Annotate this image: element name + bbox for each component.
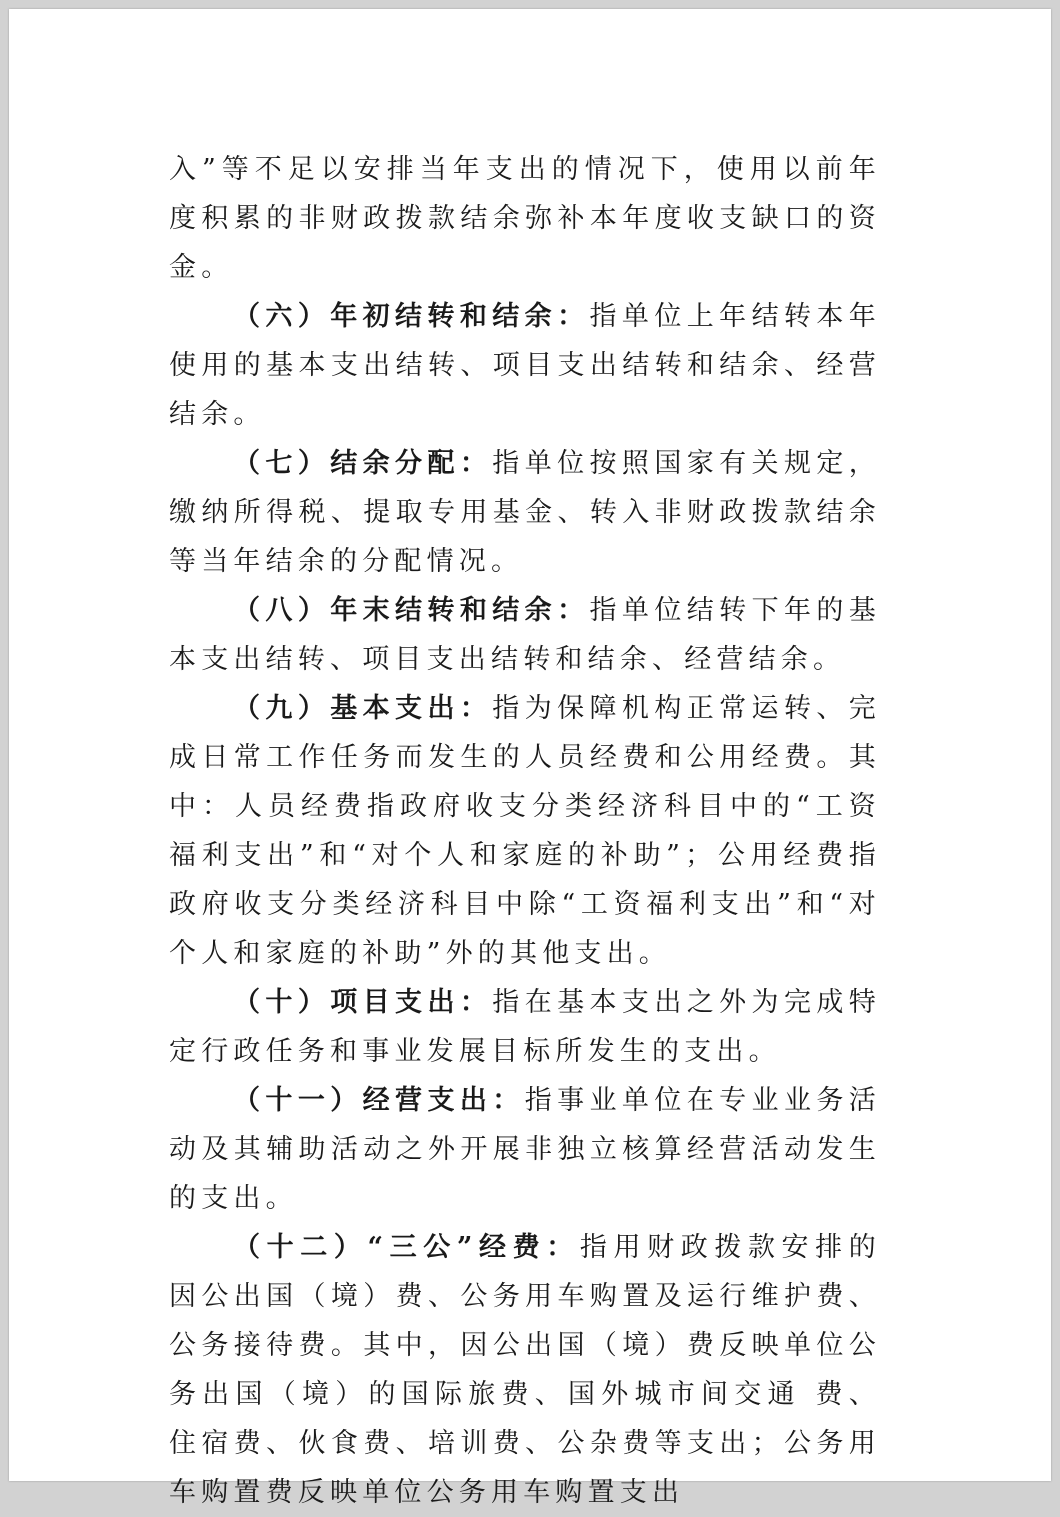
paragraph-term: （六）年初结转和结余： — [233, 301, 590, 332]
paragraph-term: （八）年末结转和结余： — [233, 595, 590, 626]
paragraph-text: 指单位上年结转本年使用的基本支出结转、项目支出结转和结余、经营结余。 — [169, 301, 881, 430]
document-body — [169, 145, 881, 1517]
paragraph-term: （十一）经营支出： — [233, 1085, 525, 1116]
paragraph-term: （七）结余分配： — [233, 448, 493, 479]
paragraph-term: （十二）“三公”经费： — [233, 1232, 580, 1263]
paragraph-8-closing-balance — [169, 586, 881, 684]
paragraph-text: 指单位按照国家有关规定，缴纳所得税、提取专用基金、转入非财政拨款结余等当年结余的分配情况。 — [169, 448, 881, 577]
paragraph-continued — [169, 145, 881, 292]
paragraph-11-operating-expenditure — [169, 1076, 881, 1223]
paragraph-text: 指为保障机构正常运转、完成日常工作任务而发生的人员经费和公用经费。其中：人员经费指政府收支分类经济科目中的“工资福利支出”和“对个人和家庭的补助”；公用经费指政府收支分类经济科目中除“工资福利支出”和“对个人和家庭的补助”外的其他支出。 — [169, 693, 881, 969]
paragraph-6-opening-balance — [169, 292, 881, 439]
paragraph-12-three-public-expenses — [169, 1223, 881, 1517]
paragraph-9-basic-expenditure — [169, 684, 881, 978]
paragraph-text: 指用财政拨款安排的因公出国（境）费、公务用车购置及运行维护费、公务接待费。其中，因公出国（境）费反映单位公务出国（境）的国际旅费、国外城市间交通 费、住宿费、伙食费、培训费、公杂费等支出；公务用车购置费反映单位公务用车购置支出 — [169, 1232, 881, 1508]
paragraph-7-surplus-distribution — [169, 439, 881, 586]
paragraph-text: 入”等不足以安排当年支出的情况下，使用以前年度积累的非财政拨款结余弥补本年度收支缺口的资金。 — [169, 154, 881, 283]
paragraph-term: （九）基本支出： — [233, 693, 493, 724]
paragraph-10-project-expenditure — [169, 978, 881, 1076]
paragraph-term: （十）项目支出： — [233, 987, 493, 1018]
paragraph-text: 指在基本支出之外为完成特定行政任务和事业发展目标所发生的支出。 — [169, 987, 881, 1067]
paragraph-text: 指事业单位在专业业务活动及其辅助活动之外开展非独立核算经营活动发生的支出。 — [169, 1085, 881, 1214]
paragraph-text: 指单位结转下年的基本支出结转、项目支出结转和结余、经营结余。 — [169, 595, 881, 675]
document-page — [9, 9, 1051, 1508]
